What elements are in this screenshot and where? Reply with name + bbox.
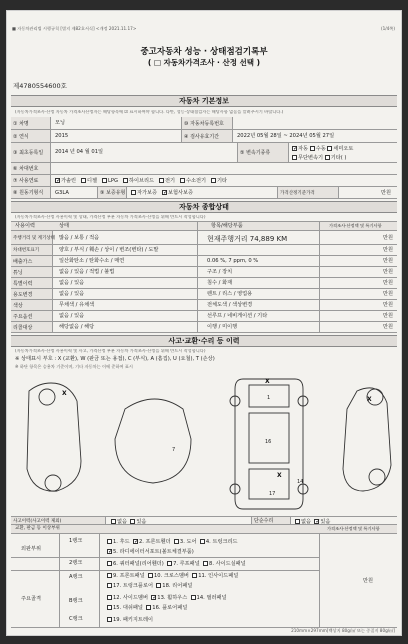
- option-label: 없음: [117, 519, 128, 525]
- accident-note: (자동차가격조사·산정 사용이력 및 사고, 가격산정 부분 자동차 가격조사·산정을 위해 반드시 작성합니다): [15, 349, 206, 353]
- status-row-detail: 구조 / 장치: [207, 269, 233, 275]
- part-item: 8. 사이드실패널: [209, 561, 246, 567]
- status-row: [11, 311, 397, 322]
- doc-number-value: 4780554600: [19, 82, 61, 90]
- damage-mark: X: [277, 472, 282, 479]
- damage-header-row: [11, 525, 397, 534]
- row-fuel: [11, 175, 397, 187]
- status-row-state: 없음 / 있음 / 적법 / 불법: [59, 269, 115, 275]
- status-row-unit: 만원: [383, 258, 394, 264]
- damage-col-header: 교환, 판금 등 이상부위: [15, 526, 60, 531]
- rank-c-items: [107, 617, 153, 623]
- rank-c-label: C랭크: [69, 616, 83, 622]
- status-row-unit: 만원: [383, 313, 394, 319]
- checkbox[interactable]: [107, 617, 112, 622]
- checkbox[interactable]: [102, 178, 107, 183]
- status-row-unit: 만원: [383, 302, 394, 308]
- odometer-value: 현재주행거리 74,889 KM: [207, 235, 288, 243]
- simple-repair-label: 단순수리: [251, 517, 291, 524]
- part-item: 3. 도어: [179, 539, 197, 545]
- status-row-label: 주요옵션: [11, 311, 53, 321]
- status-row: [11, 300, 397, 311]
- row-divider: [11, 570, 319, 571]
- status-row: [11, 278, 397, 289]
- part-item: 18. 리어패널: [162, 583, 193, 589]
- option-label: 있음: [136, 519, 147, 525]
- warranty-label: ⑨ 보증유형: [97, 187, 127, 198]
- reg-number-label: ⑩ 자동차등록번호: [181, 117, 233, 129]
- transmission-option: 수동: [315, 146, 326, 152]
- row-body-no: [11, 163, 397, 175]
- checkbox[interactable]: [191, 595, 196, 600]
- part-item: 19. 패키지트레이: [113, 617, 153, 623]
- status-row-detail: 침수 / 화재: [207, 280, 233, 286]
- row-engine: [11, 187, 397, 199]
- checkbox[interactable]: [148, 573, 153, 578]
- rank-a-label: A랭크: [69, 574, 83, 580]
- checkbox[interactable]: [325, 155, 330, 160]
- status-row-label: 튜닝: [11, 267, 53, 277]
- engine-label: ⑧ 원동기형식: [11, 187, 51, 198]
- form-regulation: ■ 자동차관리법 시행규칙 [별지 제82호서식] <개정 2021.11.17>: [12, 26, 137, 31]
- row-year: [11, 130, 397, 143]
- option-label: 있음: [320, 519, 331, 525]
- checkbox[interactable]: [174, 539, 179, 544]
- status-row-unit: 만원: [383, 247, 394, 253]
- status-row-state: 없음 / 있음: [59, 280, 85, 286]
- part-item: 17. 트렁크플로어: [113, 583, 153, 589]
- doc-number-prefix: 제: [13, 82, 20, 90]
- part-item: 12. 사이드멤버: [113, 595, 148, 601]
- car-name-label: ① 차명: [11, 117, 51, 129]
- price-label: 가격산정기준가격: [277, 187, 339, 198]
- status-row-state: 없음 / 있음: [59, 313, 85, 319]
- checkbox[interactable]: [292, 146, 297, 151]
- checkbox[interactable]: [131, 190, 136, 195]
- warranty-option: 보험사보증: [168, 190, 194, 196]
- checkbox[interactable]: [156, 583, 161, 588]
- damage-col-header: 가격조사·산정액 및 특기사항: [327, 526, 380, 531]
- option-label: 없음: [301, 519, 312, 525]
- part-number: 16: [265, 439, 272, 445]
- transmission-option: 자동: [298, 146, 309, 152]
- right-rear-wheel: [369, 469, 385, 485]
- part-number: 14: [297, 479, 304, 485]
- status-row-state: 양호 / 부식 / 훼손 / 상이 / 변조(변타) / 도말: [59, 247, 159, 253]
- checkbox[interactable]: [81, 178, 86, 183]
- accident-history-label: 사고이력(사고이력 제외): [11, 517, 106, 524]
- rank-2-label: 2랭크: [69, 560, 83, 566]
- column-divider: [319, 534, 320, 627]
- part-item: 9. 프론트패널: [113, 573, 145, 579]
- year-label: ② 연식: [11, 130, 51, 142]
- inspection-period-value: 2022년 05월 28일 ~ 2024년 05월 27일: [237, 133, 335, 139]
- checkbox[interactable]: [107, 561, 112, 566]
- status-row-detail: 렌트 / 리스 / 영업용: [207, 291, 253, 297]
- fuel-label: ⑦ 사용연료: [11, 175, 51, 186]
- rank-b-label: B랭크: [69, 598, 83, 604]
- checkbox[interactable]: [180, 178, 185, 183]
- status-col-header: 상태: [59, 223, 70, 229]
- transmission-label: ⑤ 변속기종류: [237, 143, 289, 162]
- status-row-label: 용도변경: [11, 289, 53, 299]
- price-unit: 만원: [381, 190, 392, 196]
- status-row-label: 배출가스: [11, 256, 53, 266]
- checkbox[interactable]: [107, 595, 112, 600]
- checkbox[interactable]: [55, 178, 60, 183]
- checkbox[interactable]: [130, 519, 135, 524]
- rank-2-items: [107, 561, 246, 567]
- part-item: 16. 플로어패널: [152, 605, 188, 611]
- checkbox[interactable]: [203, 561, 208, 566]
- checkbox[interactable]: [123, 178, 128, 183]
- column-divider: [319, 221, 320, 333]
- status-col-header: 가격조사·산정액 및 특기사항: [329, 223, 382, 228]
- fuel-option: 기타: [216, 178, 228, 184]
- damage-price-unit: 만원: [363, 578, 374, 584]
- checkbox[interactable]: [151, 595, 156, 600]
- transmission-option: 세미오토: [333, 146, 354, 152]
- status-note: (자동차가격조사·산정 사용이력 및 상태, 가격산정 부분 자동차 가격조사·산정을 위해 반드시 작성합니다): [15, 215, 206, 219]
- emission-values: 0.06 %, 7 ppm, 0 %: [207, 258, 259, 264]
- rank-1b-items: [107, 549, 194, 555]
- basic-note: (자동차가격조사·산정 자동차 가격조사산정자는 해당항목에 ☑ 표시하여야 합니다. 다만, 성능·상태점검자는 해당사항 없음을 알려주시기 바랍니다.): [15, 110, 284, 114]
- form-title: 중고자동차 성능 · 상태점검기록부: [140, 47, 268, 57]
- section-accident-history: 사고·교환·수리 등 이력: [11, 335, 397, 347]
- status-row-label: 특별이력: [11, 278, 53, 288]
- rank-1-label: 1랭크: [69, 538, 83, 544]
- status-row-state: 무채색 / 유채색: [59, 302, 95, 308]
- checkbox[interactable]: [211, 178, 216, 183]
- status-col-header: 사용이력: [15, 223, 36, 229]
- section-overall-status: 자동차 종합상태: [11, 201, 397, 213]
- car-diagram: [7, 371, 403, 516]
- damage-history-row: [11, 516, 397, 525]
- status-row: [11, 245, 397, 256]
- part-item: 11. 인사이드패널: [198, 573, 239, 579]
- part-item: 6. 쿼터패널(리어휀더): [113, 561, 164, 567]
- rank-a2-items: [107, 583, 192, 589]
- column-divider: [99, 534, 100, 627]
- status-row-state: 해당없음 / 해당: [59, 324, 95, 330]
- row-first-reg: [11, 143, 397, 163]
- rank-b-items: [107, 595, 227, 601]
- inspection-period-label: ④ 검사유효기간: [181, 130, 233, 142]
- checkbox[interactable]: [159, 178, 164, 183]
- transmission-options: [292, 146, 353, 152]
- checkbox[interactable]: [167, 561, 172, 566]
- status-row-unit: 만원: [383, 280, 394, 286]
- status-row-unit: 만원: [383, 235, 394, 241]
- part-item: 13. 휠하우스: [157, 595, 188, 601]
- part-item: 5. 라디에이터서포트(볼트체결부품): [113, 549, 194, 555]
- status-row-unit: 만원: [383, 269, 394, 275]
- status-row-state: 많음 / 보통 / 적음: [59, 235, 100, 241]
- fuel-options: [55, 178, 227, 184]
- doc-number: [13, 83, 67, 90]
- part-item: 10. 크로스멤버: [153, 573, 189, 579]
- first-reg-value: 2014 년 04 월 01일: [55, 149, 104, 155]
- status-row: [11, 256, 397, 267]
- transmission-option: 무단변속기: [298, 155, 324, 161]
- damage-mark: X: [62, 390, 67, 397]
- transmission-option: 기타( ): [330, 155, 347, 161]
- status-row: [11, 322, 397, 333]
- part-number: 7: [172, 447, 176, 453]
- status-row: [11, 267, 397, 278]
- part-item: 7. 루프패널: [173, 561, 200, 567]
- first-reg-label: ③ 최초등록일: [11, 143, 51, 162]
- rank-a-items: [107, 573, 238, 579]
- frame-label: 주요골격: [21, 596, 42, 602]
- part-item: 15. 대쉬패널: [113, 605, 143, 611]
- fuel-option: 하이브리드: [128, 178, 155, 184]
- checkbox[interactable]: [162, 190, 167, 195]
- fuel-option: 디젤: [87, 178, 98, 184]
- engine-value: G3LA: [55, 190, 69, 196]
- inspection-form: [6, 10, 402, 636]
- part-item: 4. 트렁크리드: [205, 539, 238, 545]
- right-side-car: [343, 388, 391, 491]
- status-row-label: 리콜대상: [11, 322, 53, 332]
- front-view-car: [115, 399, 191, 483]
- checkbox[interactable]: [107, 573, 112, 578]
- part-number: 17: [269, 491, 276, 497]
- checkbox[interactable]: [192, 573, 197, 578]
- damage-mark: X: [265, 378, 270, 385]
- outer-panel-label: 외판부위: [21, 546, 42, 552]
- page-indicator: (1/4쪽): [380, 26, 395, 31]
- status-row: [11, 231, 397, 245]
- status-row-state: 없음 / 있음: [59, 291, 85, 297]
- rank-b2-items: [107, 605, 187, 611]
- status-header-row: [11, 221, 397, 231]
- status-row-unit: 만원: [383, 291, 394, 297]
- status-row-state: 일산화탄소 / 탄화수소 / 매연: [59, 258, 125, 264]
- section-basic-info: 자동차 기본정보: [11, 95, 397, 107]
- part-item: 1. 후드: [113, 539, 130, 545]
- warranty-option: 자가보증: [137, 190, 158, 196]
- accident-legend-2: ※ 하단 항목은 승용차 기준이며, 기타 자동차는 이에 준하여 표시: [15, 364, 133, 369]
- paper-spec-footer: 210mm×297mm[백상지 80g/㎡ 또는 중질지 80g/㎡]: [291, 628, 395, 633]
- checkbox[interactable]: [107, 583, 112, 588]
- form-subtitle: ( □ 자동차가격조사 · 산정 선택 ): [147, 58, 261, 67]
- damage-mark: X: [367, 396, 372, 403]
- status-row-label: 주행거리 및 계기상태: [11, 231, 53, 244]
- status-row: [11, 289, 397, 300]
- status-row-unit: 만원: [383, 324, 394, 330]
- year-value: 2015: [55, 133, 69, 139]
- column-divider: [59, 534, 60, 627]
- checkbox[interactable]: [107, 605, 112, 610]
- warranty-options: [131, 190, 193, 196]
- fuel-option: 전기: [165, 178, 176, 184]
- body-number-label: ⑥ 차대번호: [11, 163, 51, 174]
- checkbox[interactable]: [310, 146, 315, 151]
- checkbox[interactable]: [133, 539, 138, 544]
- top-view-roof: [249, 413, 289, 463]
- checkbox[interactable]: [111, 519, 116, 524]
- checkbox[interactable]: [146, 605, 151, 610]
- accident-legend: ※ 상태표시 부호 : X (교환), W (판금 또는 용접), C (부식), A (흠집), U (요철), T (손상): [15, 356, 215, 362]
- fuel-option: 가솔린: [61, 178, 77, 184]
- status-col-header: 항목/해당부품: [211, 223, 243, 229]
- status-row-label: 차대번호표기: [11, 245, 53, 255]
- column-divider: [197, 221, 198, 333]
- row-car-name: [11, 117, 397, 130]
- checkbox[interactable]: [107, 549, 112, 554]
- checkbox[interactable]: [107, 539, 112, 544]
- checkbox[interactable]: [314, 519, 319, 524]
- row-divider: [11, 557, 319, 558]
- doc-number-suffix: 호: [60, 82, 67, 90]
- left-front-wheel: [39, 389, 55, 405]
- left-rear-wheel: [45, 475, 61, 491]
- status-row-detail: 전체도색 / 색상변경: [207, 302, 253, 308]
- part-number: 1: [267, 395, 271, 401]
- checkbox[interactable]: [295, 519, 300, 524]
- transmission-options-2: [292, 155, 346, 161]
- rank-1-items: [107, 539, 238, 545]
- car-name-value: 모닝: [55, 120, 66, 126]
- fuel-option: LPG: [107, 178, 119, 184]
- checkbox[interactable]: [200, 539, 205, 544]
- fuel-option: 수소전기: [185, 178, 207, 184]
- status-row-detail: 이행 / 미이행: [207, 324, 238, 330]
- status-row-detail: 선루프 / 네비게이션 / 기타: [207, 313, 268, 319]
- part-item: 2. 프론트휀더: [138, 539, 171, 545]
- checkbox[interactable]: [327, 146, 332, 151]
- status-row-label: 색상: [11, 300, 53, 310]
- part-item: 14. 필러패널: [196, 595, 227, 601]
- checkbox[interactable]: [292, 155, 297, 160]
